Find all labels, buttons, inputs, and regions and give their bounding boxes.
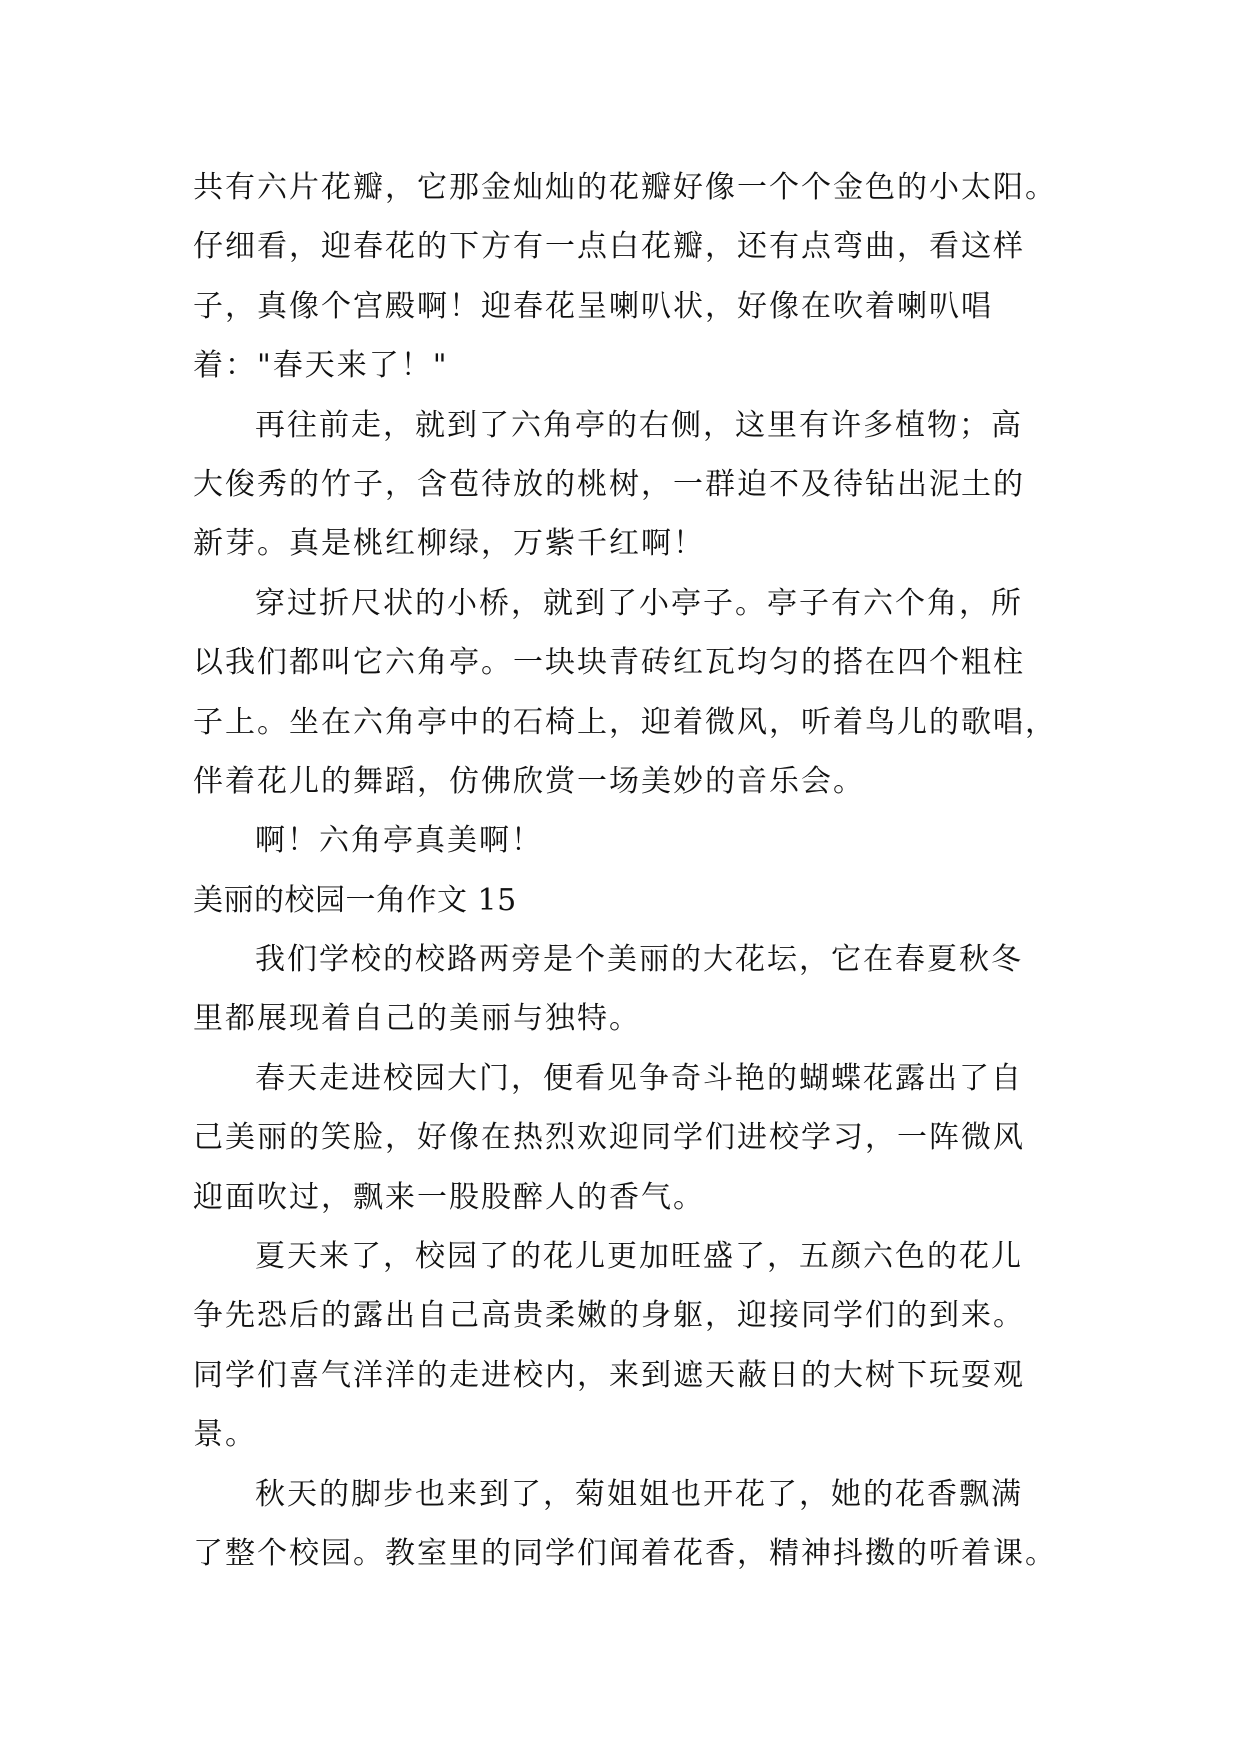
paragraph-start-line: 夏天来了，校园了的花儿更加旺盛了，五颜六色的花儿 xyxy=(255,1239,1023,1275)
text-line: 共有六片花瓣，它那金灿灿的花瓣好像一个个金色的小太阳。 xyxy=(193,170,1057,205)
text-line: 了整个校园。教室里的同学们闻着花香，精神抖擞的听着课。 xyxy=(193,1535,1057,1571)
paragraph-start-line: 再往前走，就到了六角亭的右侧，这里有许多植物；高 xyxy=(255,407,1023,443)
text-line: 己美丽的笑脸，好像在热烈欢迎同学们进校学习，一阵微风 xyxy=(193,1120,1025,1156)
text-line: 景。 xyxy=(193,1417,257,1453)
text-line: 着："春天来了！" xyxy=(193,348,449,384)
paragraph-start-line: 我们学校的校路两旁是个美丽的大花坛，它在春夏秋冬 xyxy=(255,942,1023,978)
text-line: 争先恐后的露出自己高贵柔嫩的身躯，迎接同学们的到来。 xyxy=(193,1298,1025,1334)
text-line: 迎面吹过，飘来一股股醉人的香气。 xyxy=(193,1179,705,1215)
text-line: 仔细看，迎春花的下方有一点白花瓣，还有点弯曲，看这样 xyxy=(193,229,1025,265)
text-line: 伴着花儿的舞蹈，仿佛欣赏一场美妙的音乐会。 xyxy=(193,763,865,799)
essay-heading: 美丽的校园一角作文 15 xyxy=(193,882,517,918)
text-line: 里都展现着自己的美丽与独特。 xyxy=(193,1001,641,1037)
essay-text xyxy=(193,158,1093,1583)
text-line: 以我们都叫它六角亭。一块块青砖红瓦均匀的搭在四个粗柱 xyxy=(193,645,1025,681)
paragraph-start-line: 春天走进校园大门，便看见争奇斗艳的蝴蝶花露出了自 xyxy=(255,1060,1023,1096)
paragraph-start-line: 穿过折尺状的小桥，就到了小亭子。亭子有六个角，所 xyxy=(255,585,1023,621)
text-line: 子上。坐在六角亭中的石椅上，迎着微风，听着鸟儿的歌唱， xyxy=(193,704,1057,740)
paragraph-start-line: 啊！六角亭真美啊！ xyxy=(255,823,543,859)
text-line: 新芽。真是桃红柳绿，万紫千红啊！ xyxy=(193,526,705,562)
text-line: 子，真像个宫殿啊！迎春花呈喇叭状，好像在吹着喇叭唱 xyxy=(193,288,993,324)
text-line: 同学们喜气洋洋的走进校内，来到遮天蔽日的大树下玩耍观 xyxy=(193,1357,1025,1393)
paragraph-start-line: 秋天的脚步也来到了，菊姐姐也开花了，她的花香飘满 xyxy=(255,1476,1023,1512)
text-line: 大俊秀的竹子，含苞待放的桃树，一群迫不及待钻出泥土的 xyxy=(193,466,1025,502)
